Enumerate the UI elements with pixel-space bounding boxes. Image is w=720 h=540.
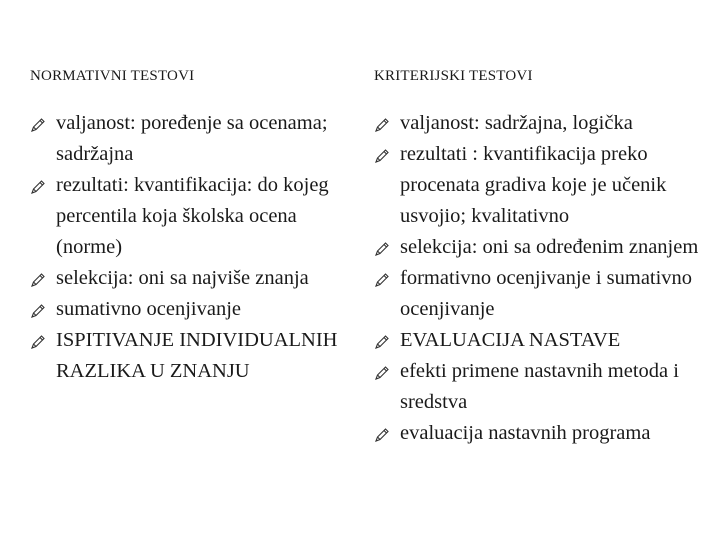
list-item [374, 356, 704, 418]
list-item-text: ISPITIVANJE INDIVIDUALNIH RAZLIKA U ZNANJU [56, 329, 338, 382]
criterion-tests-list [374, 108, 704, 449]
list-item [30, 108, 360, 170]
pencil-icon [374, 148, 390, 164]
list-item-text: efekti primene nastavnih metoda i sredstva [400, 360, 679, 413]
list-item-text: selekcija: oni sa najviše znanja [56, 267, 309, 289]
list-item-text: evaluacija nastavnih programa [400, 422, 651, 444]
list-item-text: rezultati : kvantifikacija preko procenata gradiva koje je učenik usvojio; kvalitativno [400, 143, 667, 227]
list-item [374, 263, 704, 325]
list-item-text: selekcija: oni sa određenim znanjem [400, 236, 699, 258]
list-item-text: valjanost: sadržajna, logička [400, 112, 633, 134]
pencil-icon [374, 365, 390, 381]
list-item [374, 108, 704, 139]
list-item-text: valjanost: poređenje sa ocenama; sadržajna [56, 112, 328, 165]
list-item-text: rezultati: kvantifikacija: do kojeg percentila koja školska ocena (norme) [56, 174, 329, 258]
pencil-icon [374, 117, 390, 133]
pencil-icon [374, 272, 390, 288]
list-item [30, 263, 360, 294]
pencil-icon [30, 272, 46, 288]
list-item [374, 232, 704, 263]
column-title-normative: NORMATIVNI TESTOVI [30, 68, 195, 84]
column-title-criterion: KRITERIJSKI TESTOVI [374, 68, 533, 84]
list-item-text: formativno ocenjivanje i sumativno ocenjivanje [400, 267, 693, 320]
list-item [374, 325, 704, 356]
pencil-icon [30, 334, 46, 350]
pencil-icon [30, 303, 46, 319]
list-item [30, 170, 360, 263]
list-item [30, 294, 360, 325]
pencil-icon [374, 241, 390, 257]
list-item [374, 139, 704, 232]
list-item-text: sumativno ocenjivanje [56, 298, 242, 320]
list-item-text: EVALUACIJA NASTAVE [400, 329, 621, 351]
list-item [374, 418, 704, 449]
pencil-icon [30, 179, 46, 195]
list-item [30, 325, 360, 387]
pencil-icon [374, 334, 390, 350]
pencil-icon [374, 427, 390, 443]
normative-tests-list [30, 108, 360, 387]
pencil-icon [30, 117, 46, 133]
